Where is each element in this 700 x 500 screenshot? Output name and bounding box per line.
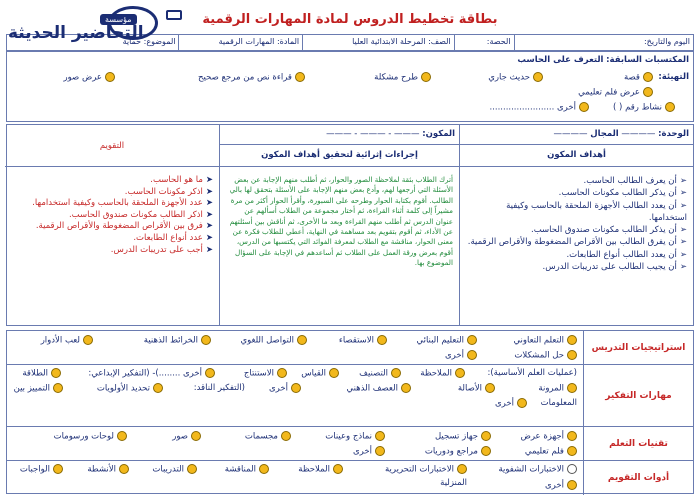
- domain-blank: ————: [553, 129, 588, 139]
- strategy-option[interactable]: [240, 335, 307, 346]
- radio-icon: [485, 383, 495, 393]
- intro-option-problem[interactable]: [374, 72, 431, 83]
- radio-icon: [375, 446, 385, 456]
- brand-logo: [8, 6, 186, 50]
- list-item: [11, 210, 213, 222]
- option-label: نماذج وعينات: [325, 431, 372, 442]
- radio-icon: [567, 431, 577, 441]
- option-label: التمييز بين: [13, 383, 50, 394]
- radio-icon: [187, 464, 197, 474]
- option-label: العصف الذهني: [346, 383, 398, 394]
- strategy-option[interactable]: [41, 335, 93, 346]
- option-label: حديث جاري: [488, 72, 530, 83]
- list-item: [466, 261, 687, 273]
- radio-icon: [567, 446, 577, 456]
- option-label: التواصل اللغوي: [240, 335, 294, 346]
- option-label: القياس: [301, 368, 326, 379]
- option-label: الطلاقة: [22, 368, 48, 379]
- thinking-option[interactable]: [541, 398, 577, 408]
- assessment-option[interactable]: [498, 464, 577, 475]
- list-item: [466, 175, 687, 187]
- assessment-label: أدوات التقويم: [583, 461, 693, 495]
- prior-value: التعرف على الحاسب: [517, 55, 604, 65]
- techniques-label: تقنيات التعلم: [583, 427, 693, 460]
- technique-option[interactable]: [54, 431, 127, 442]
- radio-icon: [567, 350, 577, 360]
- date-cell: [514, 35, 693, 50]
- arrow-bullet-icon: ➤: [205, 198, 213, 209]
- option-label: أخرى: [269, 383, 288, 394]
- option-label: نشاط رقم ( ): [613, 102, 662, 113]
- intro-option-other[interactable]: [489, 102, 589, 113]
- strategy-option[interactable]: [339, 335, 387, 346]
- objective-text: أن يفرق الطالب بين الأقراص المضغوطة والأقراص الرقمية.: [467, 237, 677, 248]
- radio-icon: [567, 335, 577, 345]
- radio-icon: [567, 464, 577, 474]
- evaluation-text: عدد أنواع الطابعات.: [133, 232, 203, 243]
- intro-option-story[interactable]: [624, 72, 653, 83]
- objective-text: أن يعدد الطالب أنواع الطابعات.: [566, 249, 677, 260]
- radio-icon: [517, 398, 527, 408]
- thinking-option[interactable]: [538, 383, 577, 394]
- strategy-option[interactable]: [144, 335, 211, 346]
- logo-brand-text: التحاضير الحديثة: [8, 23, 144, 43]
- option-label: أخرى: [353, 446, 372, 457]
- thinking-option[interactable]: [14, 383, 63, 394]
- strategy-option[interactable]: [417, 335, 477, 346]
- option-label: قراءة نص من مرجع صحيح: [198, 72, 292, 83]
- radio-icon: [83, 335, 93, 345]
- radio-icon: [579, 102, 589, 112]
- component-row: [220, 125, 459, 145]
- option-label: المعلومات: [540, 398, 577, 408]
- option-label: الملاحظة: [420, 368, 452, 379]
- option-label: الاستنتاج: [243, 368, 274, 379]
- option-label: عرض صور: [63, 72, 102, 83]
- assessment-option[interactable]: [87, 464, 129, 475]
- assessment-option[interactable]: [20, 464, 63, 475]
- thinking-option[interactable]: [487, 368, 577, 378]
- objective-text: أن يذكر الطالب مكونات صندوق الحاسب.: [531, 225, 677, 236]
- objectives-header: أهداف المكون: [460, 145, 693, 167]
- thinking-option[interactable]: [359, 368, 401, 379]
- thinking-label: مهارات التفكير: [583, 365, 693, 426]
- technique-option[interactable]: [245, 431, 291, 442]
- technique-option[interactable]: [353, 446, 385, 457]
- camera-icon: [166, 10, 182, 20]
- thinking-option[interactable]: [194, 383, 245, 393]
- radio-icon: [457, 464, 467, 474]
- evaluation-text: اذكر الطالب مكونات صندوق الحاسب.: [68, 209, 203, 220]
- arrow-bullet-icon: ➤: [205, 232, 213, 243]
- assessment-option[interactable]: [152, 464, 197, 475]
- list-item: [11, 221, 213, 233]
- radio-icon: [665, 102, 675, 112]
- intro-option-reading[interactable]: [198, 72, 305, 83]
- option-label: طرح مشكلة: [374, 72, 418, 83]
- list-item: [11, 233, 213, 245]
- option-label: جهاز تسجيل: [434, 431, 478, 442]
- radio-icon: [391, 368, 401, 378]
- check-bullet-icon: ➢: [679, 237, 687, 248]
- thinking-option[interactable]: [458, 383, 495, 394]
- check-bullet-icon: ➢: [679, 249, 687, 260]
- technique-option[interactable]: [521, 431, 577, 442]
- page-title: بطاقة تخطيط الدروس لمادة المهارات الرقمية: [202, 12, 498, 27]
- list-item: [11, 175, 213, 187]
- period-label: الحصة:: [486, 37, 511, 46]
- option-label: الأنشطة: [87, 464, 116, 475]
- radio-icon: [201, 335, 211, 345]
- check-bullet-icon: ➢: [679, 200, 687, 211]
- unit-domain-row: [460, 125, 693, 145]
- option-label: أخرى: [445, 350, 464, 361]
- thinking-option[interactable]: [347, 383, 411, 394]
- radio-icon: [467, 335, 477, 345]
- assessment-option-note: [440, 478, 467, 488]
- component-label: المكون:: [422, 129, 455, 139]
- option-label: الاختبارات الشفوية: [498, 464, 564, 475]
- radio-icon: [401, 383, 411, 393]
- radio-icon: [567, 480, 577, 490]
- objective-text: أن يذكر الطالب مكونات الحاسب.: [558, 188, 677, 199]
- logo-badge: مؤسسة: [100, 14, 137, 25]
- radio-icon: [191, 431, 201, 441]
- period-cell: [454, 35, 514, 50]
- option-label: قصة: [624, 72, 640, 83]
- unit-blank: ————: [621, 129, 656, 139]
- radio-icon: [295, 72, 305, 82]
- list-item: [466, 236, 687, 248]
- radio-icon: [481, 446, 491, 456]
- objective-text: أن يعدد الطالب الأجهزة الملحقة بالحاسب وكيفية استخدامها.: [506, 200, 687, 223]
- option-label: الاختبارات التحريرية: [384, 464, 454, 475]
- thinking-option[interactable]: [269, 383, 301, 394]
- evaluation-text: ما هو الحاسب.: [150, 175, 203, 185]
- assessment-option[interactable]: [385, 464, 467, 475]
- option-label: أخرى ........................: [489, 102, 576, 113]
- radio-icon: [421, 72, 431, 82]
- option-label: التعليم البنائي: [416, 335, 464, 346]
- assessment-section: [7, 461, 693, 495]
- arrow-bullet-icon: ➤: [205, 209, 213, 220]
- techniques-options: [7, 427, 583, 460]
- radio-icon: [567, 383, 577, 393]
- option-label: (عمليات العلم الأساسية):: [487, 368, 577, 378]
- radio-icon: [329, 368, 339, 378]
- list-item: [466, 187, 687, 199]
- option-label: التدريبات: [152, 464, 184, 475]
- objectives-column: [459, 125, 693, 325]
- radio-icon: [205, 368, 215, 378]
- option-label: أجهزة عرض: [520, 431, 564, 442]
- option-label: المنزلية: [440, 478, 467, 488]
- technique-option[interactable]: [325, 431, 385, 442]
- check-bullet-icon: ➢: [679, 225, 687, 236]
- list-item: [11, 187, 213, 199]
- objective-text: أن يعرف الطالب الحاسب.: [583, 176, 677, 186]
- radio-icon: [281, 431, 291, 441]
- intro-option-activity[interactable]: [613, 102, 675, 113]
- strategies-options: [7, 331, 583, 364]
- radio-icon: [297, 335, 307, 345]
- list-item: [466, 224, 687, 236]
- option-label: أخرى ........)- (التفكير الإبداعي:: [88, 368, 202, 379]
- strategy-option[interactable]: [513, 335, 577, 346]
- option-label: الملاحظة: [298, 464, 330, 475]
- list-item: [466, 200, 687, 225]
- radio-icon: [259, 464, 269, 474]
- option-label: الواجبات: [19, 464, 50, 475]
- grade-label: الصف: المرحلة الابتدائية العليا: [352, 37, 451, 46]
- thinking-option[interactable]: [22, 368, 61, 379]
- thinking-option[interactable]: [301, 368, 339, 379]
- radio-icon: [533, 72, 543, 82]
- procedures-header: إجراءات إثرائية لتحقيق أهداف المكون: [220, 145, 459, 167]
- option-label: الاستقصاء: [338, 335, 374, 346]
- arrow-bullet-icon: ➤: [205, 186, 213, 197]
- arrow-bullet-icon: ➤: [205, 175, 213, 185]
- thinking-option[interactable]: [97, 383, 163, 394]
- date-label: اليوم والتاريخ:: [643, 37, 690, 46]
- domain-label: المجال: [590, 129, 619, 139]
- radio-icon: [455, 368, 465, 378]
- intro-option-images[interactable]: [64, 72, 115, 83]
- assessment-option[interactable]: [298, 464, 343, 475]
- assessment-option[interactable]: [545, 480, 577, 491]
- strategies-section: [7, 331, 693, 365]
- arrow-bullet-icon: ➤: [205, 244, 213, 255]
- option-label: الأصالة: [457, 383, 482, 394]
- grade-cell: [302, 35, 454, 50]
- thinking-option[interactable]: [495, 398, 527, 409]
- radio-icon: [119, 464, 129, 474]
- techniques-section: [7, 427, 693, 461]
- procedures-column: [219, 125, 459, 325]
- option-label: أخرى: [545, 480, 564, 491]
- radio-icon: [277, 368, 287, 378]
- check-bullet-icon: ➢: [679, 176, 687, 186]
- methods-grid: [6, 330, 694, 494]
- intro-section: [6, 51, 694, 122]
- option-label: لعب الأدوار: [40, 335, 80, 346]
- list-item: [11, 198, 213, 210]
- option-label: تحديد الأولويات: [96, 383, 150, 394]
- strategies-label: استراتيجيات التدريس: [583, 331, 693, 364]
- radio-icon: [117, 431, 127, 441]
- thinking-option[interactable]: [420, 368, 465, 379]
- option-label: التصنيف: [359, 368, 388, 379]
- thinking-option[interactable]: [244, 368, 287, 379]
- option-label: عرض فلم تعليمي: [578, 87, 640, 98]
- lesson-plan-page: [6, 4, 694, 494]
- evaluation-header: التقويم: [5, 125, 219, 167]
- radio-icon: [643, 87, 653, 97]
- topic-label: الموضوع: حماية: [122, 37, 176, 46]
- arrow-bullet-icon: ➤: [205, 221, 213, 232]
- radio-icon: [153, 383, 163, 393]
- option-label: المناقشة: [224, 464, 256, 475]
- option-label: صور: [172, 431, 188, 442]
- evaluation-column: [5, 125, 219, 325]
- radio-icon: [467, 350, 477, 360]
- radio-icon: [643, 72, 653, 82]
- option-label: مراجع ودوريات: [424, 446, 478, 457]
- option-label: حل المشكلات: [514, 350, 564, 361]
- thinking-option[interactable]: [88, 368, 215, 379]
- radio-icon: [377, 335, 387, 345]
- technique-option[interactable]: [425, 446, 491, 457]
- intro-label: التهيئة:: [658, 72, 689, 82]
- lesson-plan-table: [6, 124, 694, 326]
- radio-icon: [53, 383, 63, 393]
- prior-label: المكتسبات السابقة:: [606, 55, 689, 65]
- option-label: مجسمات: [244, 431, 278, 442]
- objectives-list: [460, 169, 693, 325]
- evaluation-text: أجب على تدريبات الدرس.: [110, 244, 203, 255]
- radio-icon: [481, 431, 491, 441]
- radio-icon: [291, 383, 301, 393]
- technique-option[interactable]: [525, 446, 577, 457]
- evaluation-text: اذكر مكونات الحاسب.: [124, 186, 203, 197]
- radio-icon: [53, 464, 63, 474]
- prior-knowledge: [517, 55, 689, 65]
- option-label: التعلم التعاوني: [513, 335, 564, 346]
- strategy-option[interactable]: [445, 350, 477, 361]
- unit-label: الوحدة:: [658, 129, 689, 139]
- option-label: الخرائط الذهنية: [143, 335, 198, 346]
- technique-option[interactable]: [172, 431, 201, 442]
- option-label: المرونة: [538, 383, 564, 394]
- evaluation-text: عدد الأجهزة الملحقة بالحاسب وكيفية استخدامها.: [32, 198, 203, 209]
- assessment-option[interactable]: [225, 464, 269, 475]
- component-blank: ——— - ——— - ———: [326, 129, 420, 139]
- option-label: لوحات ورسومات: [53, 431, 114, 442]
- strategy-option[interactable]: [514, 350, 577, 361]
- thinking-options: [7, 365, 583, 426]
- objective-text: أن يجيب الطالب على تدريبات الدرس.: [542, 262, 677, 273]
- list-item: [466, 249, 687, 261]
- radio-icon: [375, 431, 385, 441]
- thinking-section: [7, 365, 693, 427]
- subject-label: المادة: المهارات الرقمية: [218, 37, 300, 46]
- option-label: فلم تعليمي: [524, 446, 564, 457]
- list-item: [11, 245, 213, 257]
- evaluation-text: فرق بين الأقراص المضغوطة والأقراص الرقمية.: [35, 221, 203, 232]
- option-label: (التفكير الناقد:: [193, 383, 245, 393]
- radio-icon: [105, 72, 115, 82]
- intro-option-film[interactable]: [578, 87, 653, 98]
- intro-option-talk[interactable]: [488, 72, 543, 83]
- technique-option[interactable]: [435, 431, 491, 442]
- radio-icon: [51, 368, 61, 378]
- assessment-options: [7, 461, 583, 495]
- check-bullet-icon: ➢: [679, 188, 687, 199]
- procedures-text: أترك الطلاب بثقة لملاحظة الصور والحوار، ثم أطلب منهم الإجابة عن بعض الأسئلة التي أرجعها لهم، وأدع بعض منهم الإجابة على الأسئلة بتحقق لها بالي الطالب. أقوم بكتابة الحوار وطرحه على السبورة، وأقرأ الحوار أكثر من مرة مشيراً إلى كلمة أثناء القراءة، ثم أختار مجموعة من الطلاب أسألهم عن عنوان الدرس ثم أطلب منهم القراءة وبعد ما الأخرى، ثم أناقش بين أسئلتهم عن الأداء، ثم أقوم بتقويم بعد مساهمة في النهاية، أعطي للطلاب فكرة عن معنى الحوار، مناقشة مع الطلاب لمعرفة الفوائد التي يكتسبها من الدرس، أقوم بعرض ورقة العمل على الطلاب ثم أساعدهم في الإجابة على السؤال الموضوع بها.: [229, 175, 453, 268]
- check-bullet-icon: ➢: [679, 262, 687, 273]
- option-label: أخرى: [495, 398, 514, 409]
- radio-icon: [333, 464, 343, 474]
- evaluation-list: [5, 169, 219, 325]
- subject-cell: [178, 35, 302, 50]
